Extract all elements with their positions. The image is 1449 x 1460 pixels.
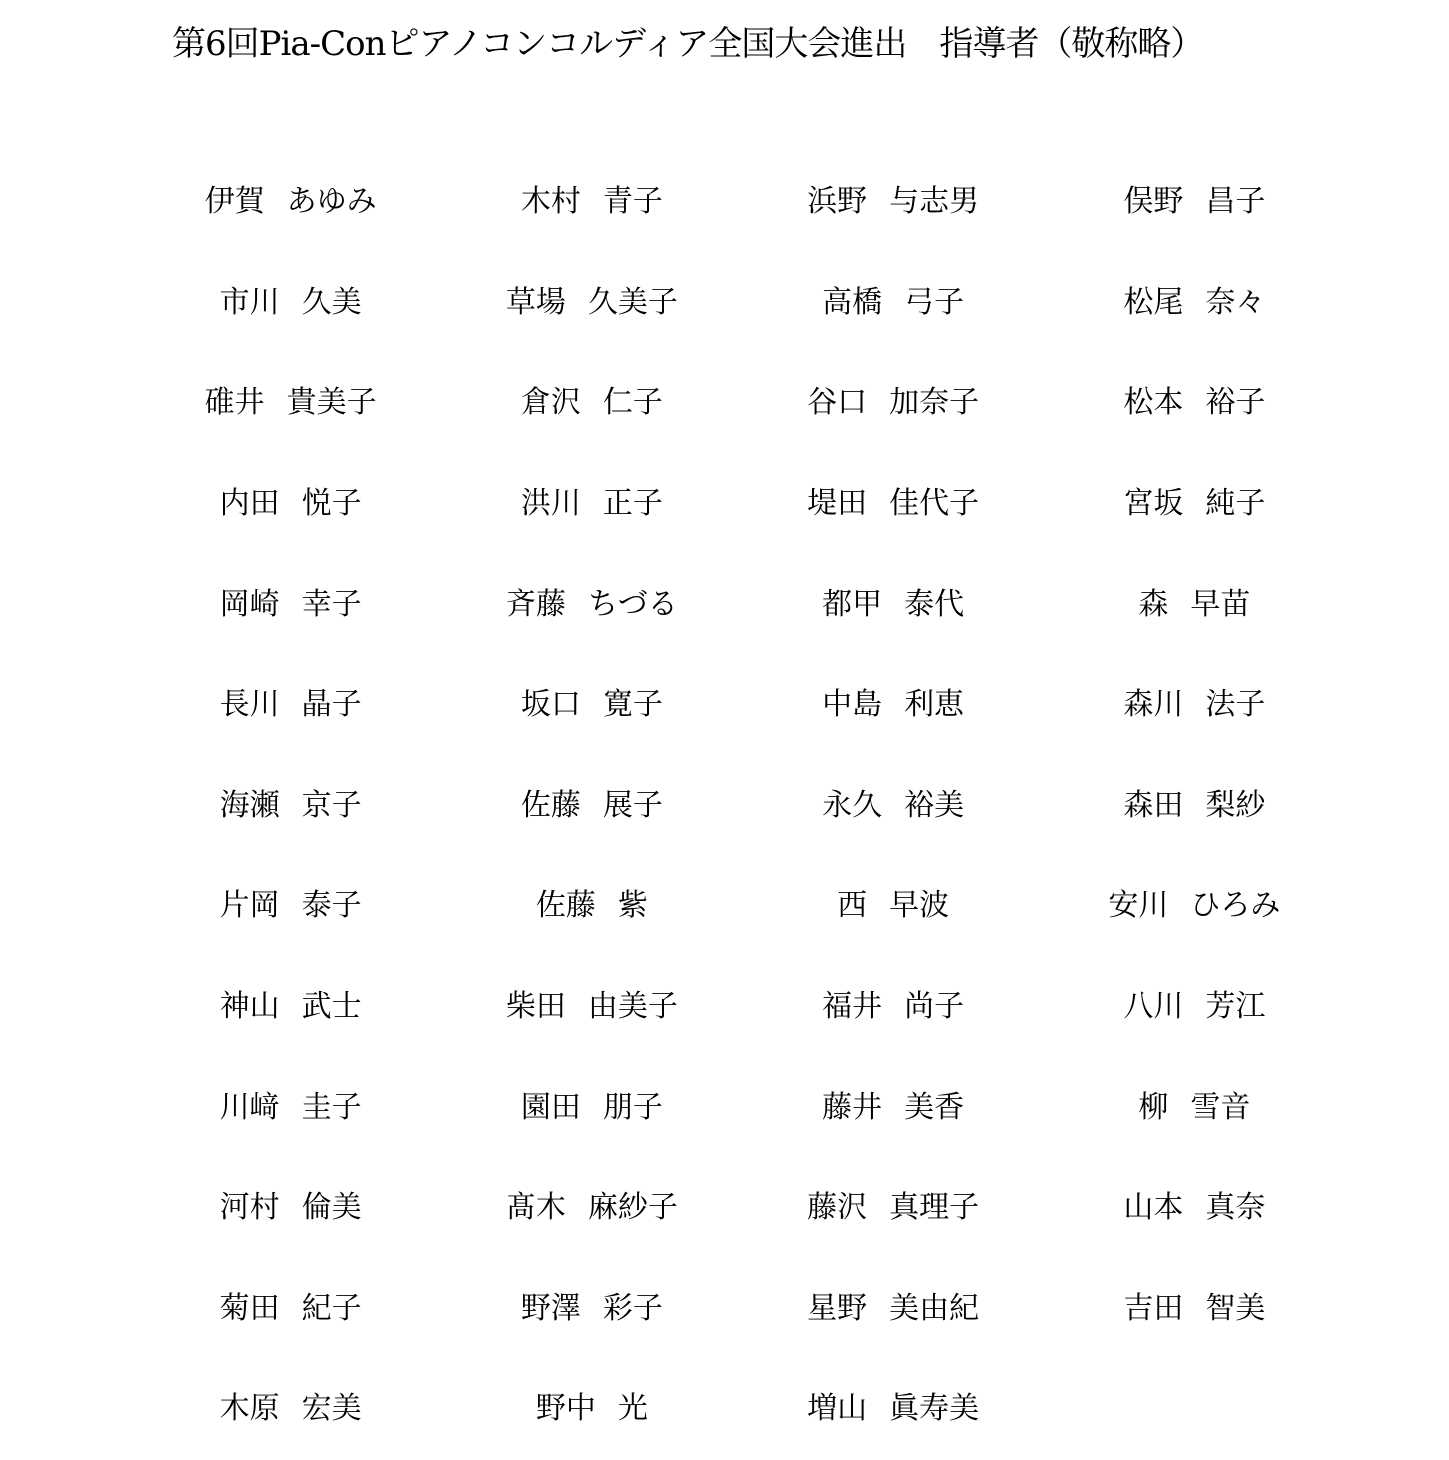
instructor-surname: 碓井 (204, 385, 265, 421)
instructor-surname: 菊田 (219, 1290, 280, 1326)
instructor-surname: 木原 (219, 1391, 280, 1427)
instructor-given-name: 青子 (602, 184, 663, 220)
instructor-given-name: 弓子 (904, 284, 965, 320)
instructor-name (140, 454, 441, 555)
page-title: 第6回Pia-Conピアノコンコルディア全国大会進出 指導者（敬称略） (172, 24, 1204, 64)
instructor-surname: 木村 (520, 184, 581, 220)
instructor-name (140, 655, 441, 756)
instructor-given-name: 美香 (904, 1089, 965, 1125)
instructor-name (441, 655, 742, 756)
instructor-surname: 宮坂 (1123, 486, 1184, 522)
instructor-given-name: 麻紗子 (587, 1190, 678, 1226)
instructor-given-name: 利恵 (904, 687, 965, 723)
instructor-name (1044, 756, 1345, 857)
instructor-surname: 中島 (822, 687, 883, 723)
instructor-given-name: 寛子 (602, 687, 663, 723)
instructor-surname: 園田 (520, 1089, 581, 1125)
instructor-given-name: 与志男 (889, 184, 980, 220)
instructor-name (743, 1158, 1044, 1259)
instructor-name (743, 1359, 1044, 1460)
instructor-given-name: 悦子 (301, 486, 362, 522)
instructor-name (441, 353, 742, 454)
instructor-given-name: 加奈子 (889, 385, 980, 421)
instructor-surname: 安川 (1108, 888, 1169, 924)
instructor-name (1044, 353, 1345, 454)
instructor-surname: 神山 (219, 989, 280, 1025)
instructor-surname: 野澤 (520, 1290, 581, 1326)
instructor-given-name: 展子 (602, 787, 663, 823)
instructor-given-name: 真奈 (1205, 1190, 1266, 1226)
instructor-surname: 堤田 (807, 486, 868, 522)
instructor-name (140, 353, 441, 454)
instructor-given-name: ひろみ (1190, 888, 1281, 924)
instructor-name (743, 856, 1044, 957)
instructor-given-name: 宏美 (301, 1391, 362, 1427)
instructor-name (743, 253, 1044, 354)
instructor-given-name: 雪音 (1190, 1089, 1251, 1125)
instructor-name (1044, 1057, 1345, 1158)
instructor-name (441, 454, 742, 555)
instructor-surname: 吉田 (1123, 1290, 1184, 1326)
instructor-given-name: 武士 (301, 989, 362, 1025)
instructor-surname: 柴田 (505, 989, 566, 1025)
instructor-given-name: 仁子 (602, 385, 663, 421)
instructor-name (743, 454, 1044, 555)
instructor-name (1044, 554, 1345, 655)
instructor-surname: 佐藤 (520, 787, 581, 823)
instructor-given-name: 早波 (889, 888, 950, 924)
instructor-surname: 伊賀 (204, 184, 265, 220)
instructor-given-name: 真理子 (889, 1190, 980, 1226)
instructor-surname: 河村 (219, 1190, 280, 1226)
instructor-name (743, 655, 1044, 756)
instructor-surname: 内田 (219, 486, 280, 522)
instructor-surname: 草場 (505, 284, 566, 320)
instructor-surname: 松尾 (1123, 284, 1184, 320)
instructor-surname: 藤沢 (807, 1190, 868, 1226)
instructor-given-name: 朋子 (602, 1089, 663, 1125)
instructor-given-name: 梨紗 (1205, 787, 1266, 823)
instructor-surname: 浜野 (807, 184, 868, 220)
instructor-given-name: 早苗 (1190, 586, 1251, 622)
instructor-surname: 増山 (807, 1391, 868, 1427)
instructor-given-name: 裕美 (904, 787, 965, 823)
instructor-name (1044, 454, 1345, 555)
instructor-surname: 斉藤 (506, 586, 567, 622)
instructor-name (1044, 253, 1345, 354)
instructor-surname: 藤井 (822, 1089, 883, 1125)
instructor-name (441, 554, 742, 655)
instructor-name (743, 756, 1044, 857)
instructor-given-name: 貴美子 (286, 385, 377, 421)
instructor-surname: 星野 (807, 1290, 868, 1326)
instructor-surname: 柳 (1138, 1089, 1169, 1125)
instructor-name (1044, 856, 1345, 957)
instructor-given-name: あゆみ (286, 184, 377, 220)
instructor-surname: 森 (1138, 586, 1169, 622)
instructor-surname: 片岡 (219, 888, 280, 924)
instructor-given-name: 幸子 (301, 586, 362, 622)
instructor-given-name: 尚子 (904, 989, 965, 1025)
instructor-given-name: 正子 (602, 486, 663, 522)
instructor-surname: 高橋 (822, 284, 883, 320)
instructor-name (441, 1158, 742, 1259)
instructor-surname: 髙木 (505, 1190, 566, 1226)
instructor-surname: 森川 (1123, 687, 1184, 723)
instructor-given-name: 久美子 (587, 284, 678, 320)
instructor-surname: 松本 (1123, 385, 1184, 421)
instructor-name (140, 253, 441, 354)
instructor-name (140, 856, 441, 957)
instructor-name (140, 1259, 441, 1360)
instructor-given-name: 純子 (1205, 486, 1266, 522)
instructor-surname: 海瀬 (219, 787, 280, 823)
instructor-name (441, 1359, 742, 1460)
instructor-surname: 福井 (822, 989, 883, 1025)
instructor-given-name: 法子 (1205, 687, 1266, 723)
instructor-given-name: 久美 (301, 284, 362, 320)
instructor-name (743, 353, 1044, 454)
instructor-given-name: 光 (617, 1391, 648, 1427)
instructor-given-name: 佳代子 (889, 486, 980, 522)
instructor-name (743, 1057, 1044, 1158)
instructor-surname: 岡崎 (219, 586, 280, 622)
instructor-name (140, 756, 441, 857)
instructor-given-name: 彩子 (602, 1290, 663, 1326)
instructor-given-name: 眞寿美 (889, 1391, 980, 1427)
instructor-surname: 永久 (822, 787, 883, 823)
instructor-surname: 谷口 (807, 385, 868, 421)
instructor-given-name: 裕子 (1205, 385, 1266, 421)
instructor-name-grid (140, 152, 1345, 1460)
instructor-surname: 長川 (219, 687, 280, 723)
instructor-surname: 山本 (1123, 1190, 1184, 1226)
instructor-name (140, 1359, 441, 1460)
instructor-surname: 八川 (1123, 989, 1184, 1025)
instructor-given-name: 智美 (1205, 1290, 1266, 1326)
instructor-given-name: 美由紀 (889, 1290, 980, 1326)
instructor-surname: 市川 (219, 284, 280, 320)
instructor-name (140, 554, 441, 655)
instructor-given-name: 晶子 (301, 687, 362, 723)
instructor-surname: 洪川 (520, 486, 581, 522)
instructor-name (441, 152, 742, 253)
instructor-name (1044, 1158, 1345, 1259)
instructor-name (441, 756, 742, 857)
instructor-surname: 都甲 (822, 586, 883, 622)
instructor-name (140, 1057, 441, 1158)
instructor-surname: 佐藤 (535, 888, 596, 924)
instructor-name (743, 554, 1044, 655)
instructor-name (441, 1057, 742, 1158)
instructor-given-name: 芳江 (1205, 989, 1266, 1025)
instructor-name (743, 1259, 1044, 1360)
instructor-name (140, 152, 441, 253)
instructor-surname: 川﨑 (219, 1089, 280, 1125)
instructor-name (1044, 655, 1345, 756)
instructor-given-name: 泰代 (904, 586, 965, 622)
instructor-given-name: 圭子 (301, 1089, 362, 1125)
instructor-given-name: 紀子 (301, 1290, 362, 1326)
instructor-given-name: 倫美 (301, 1190, 362, 1226)
instructor-name (441, 957, 742, 1058)
instructor-given-name: ちづる (588, 586, 678, 622)
instructor-surname: 倉沢 (520, 385, 581, 421)
instructor-surname: 野中 (535, 1391, 596, 1427)
instructor-given-name: 奈々 (1205, 284, 1266, 320)
instructor-surname: 俣野 (1123, 184, 1184, 220)
instructor-given-name: 由美子 (587, 989, 678, 1025)
instructor-name (1044, 152, 1345, 253)
instructor-name (441, 253, 742, 354)
instructor-given-name: 泰子 (301, 888, 362, 924)
instructor-name (140, 957, 441, 1058)
instructor-name (1044, 957, 1345, 1058)
instructor-given-name: 紫 (617, 888, 648, 924)
instructor-surname: 西 (837, 888, 868, 924)
instructor-given-name: 京子 (301, 787, 362, 823)
instructor-name (441, 856, 742, 957)
instructor-given-name: 昌子 (1205, 184, 1266, 220)
instructor-name (743, 152, 1044, 253)
instructor-name (1044, 1259, 1345, 1360)
instructor-surname: 坂口 (520, 687, 581, 723)
instructor-surname: 森田 (1123, 787, 1184, 823)
instructor-name (743, 957, 1044, 1058)
instructor-name (441, 1259, 742, 1360)
instructor-name (140, 1158, 441, 1259)
